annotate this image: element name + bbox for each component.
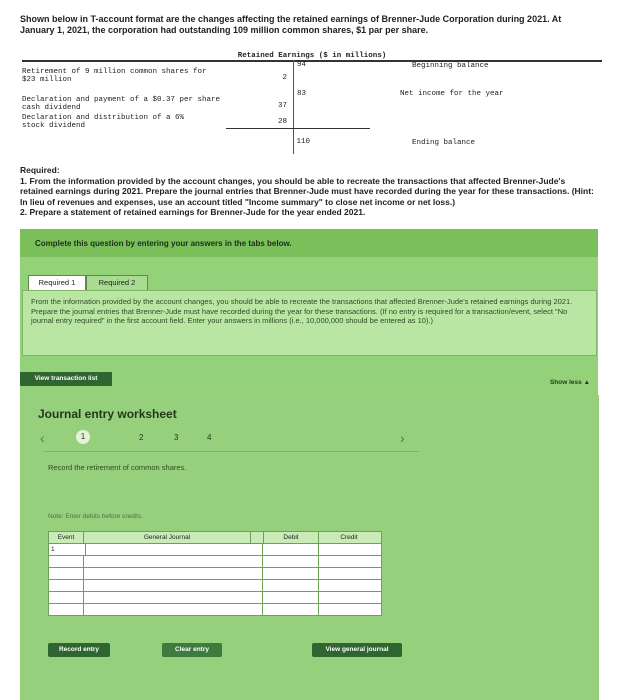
instructions-text: From the information provided by the account changes, you should be able to recreate the transactions that affected Brenner-Jude's retained earnings during 2021. Prepare the journal entries that Brenner-Jude must have recorded during the year for these transactions. (If no entry is required for a transaction/event, select "No journal entry required" in the first account field. Enter your answers in millions (i.e., 10,000,000 should be entered as 10).) [31,297,573,325]
header-spacer [251,532,264,543]
t-account-total-line [226,128,370,129]
credit-label-ending: Ending balance [412,139,476,147]
event-cell [49,592,84,603]
complete-question-banner [20,229,598,257]
debit-input[interactable] [264,544,319,555]
journal-row [48,603,382,616]
pager-divider [44,451,419,452]
debit-amount-retirement: 2 [282,74,287,82]
account-input[interactable] [84,580,263,591]
debit-input[interactable] [264,580,319,591]
t-account-title: Retained Earnings ($ in millions) [22,52,602,62]
debit-label-cash-dividend: Declaration and payment of a $0.37 per share cash dividend [22,96,221,112]
credit-input[interactable] [319,568,379,579]
credit-input[interactable] [319,580,379,591]
page-4[interactable]: 4 [207,433,212,442]
view-general-journal-button[interactable]: View general journal [312,643,402,657]
worksheet-pager [40,430,419,446]
record-entry-button[interactable]: Record entry [48,643,110,657]
page-2[interactable]: 2 [139,433,144,442]
account-input[interactable] [84,556,263,567]
credit-amount-ending: 110 [296,138,310,146]
view-transaction-list-button[interactable]: View transaction list [20,372,112,386]
required-heading: Required: [20,165,60,175]
credit-input[interactable] [319,592,379,603]
intro-line-1: Shown below in T-account format are the changes affecting the retained earnings of Brenner-Jude Corporation during 2021. At [20,14,562,24]
page-1[interactable]: 1 [76,430,90,444]
header-event: Event [49,532,84,543]
account-input[interactable] [84,604,263,615]
credit-amount-beginning: 94 [296,61,306,69]
credit-amount-net-income: 83 [296,90,306,98]
page-3[interactable]: 3 [174,433,179,442]
required-item-2: 2. Prepare a statement of retained earnings for Brenner-Jude for the year ended 2021. [20,207,366,217]
debit-amount-stock-dividend: 28 [277,118,287,126]
event-cell [49,556,84,567]
complete-question-text: Complete this question by entering your answers in the tabs below. [35,239,292,248]
credit-input[interactable] [319,604,379,615]
header-debit: Debit [264,532,319,543]
event-cell [49,580,84,591]
account-input[interactable] [84,592,263,603]
debit-label-retirement: Retirement of 9 million common shares for $23 million [22,68,207,84]
credit-input[interactable] [319,556,379,567]
required-section [20,165,600,218]
credit-input[interactable] [319,544,379,555]
show-less-link[interactable]: Show less ▲ [549,379,590,386]
intro-text [20,14,600,36]
event-cell [49,568,84,579]
required-item-1: 1. From the information provided by the account changes, you should be able to recreate the transactions that affected Brenner-Jude's retained earnings during 2021. Prepare the journal entries that Brenner-Jude must have recorded during the year for these transactions. (Hint: In lieu of revenues and expenses, use an account titled "Income summary" to close net income or net loss.) [20,175,594,207]
debit-input[interactable] [264,568,319,579]
journal-entry-worksheet [20,395,599,700]
worksheet-note: Note: Enter debits before credits. [48,513,144,520]
event-number: 1 [49,544,86,555]
worksheet-instruction: Record the retirement of common shares. [48,463,187,472]
debit-input[interactable] [264,592,319,603]
header-credit: Credit [340,534,358,541]
debit-input[interactable] [264,604,319,615]
header-general-journal: General Journal [84,532,251,543]
debit-input[interactable] [264,556,319,567]
event-cell [49,604,84,615]
credit-label-net-income: Net income for the year [400,90,504,98]
retained-earnings-t-account [22,52,602,154]
debit-label-stock-dividend: Declaration and distribution of a 6% stock dividend [22,114,185,130]
debit-amount-cash-dividend: 37 [277,102,287,110]
tab-required-1[interactable]: Required 1 [28,275,86,291]
worksheet-title: Journal entry worksheet [38,407,177,421]
account-input[interactable] [84,568,263,579]
tab-required-2[interactable]: Required 2 [86,275,148,291]
intro-line-2: January 1, 2021, the corporation had outstanding 109 million common shares, $1 par per share. [20,25,429,35]
account-input[interactable] [84,544,263,555]
clear-entry-button[interactable]: Clear entry [162,643,222,657]
chevron-left-icon[interactable]: ‹ [40,430,45,446]
credit-label-beginning: Beginning balance [412,62,489,70]
chevron-right-icon[interactable]: › [400,430,405,446]
